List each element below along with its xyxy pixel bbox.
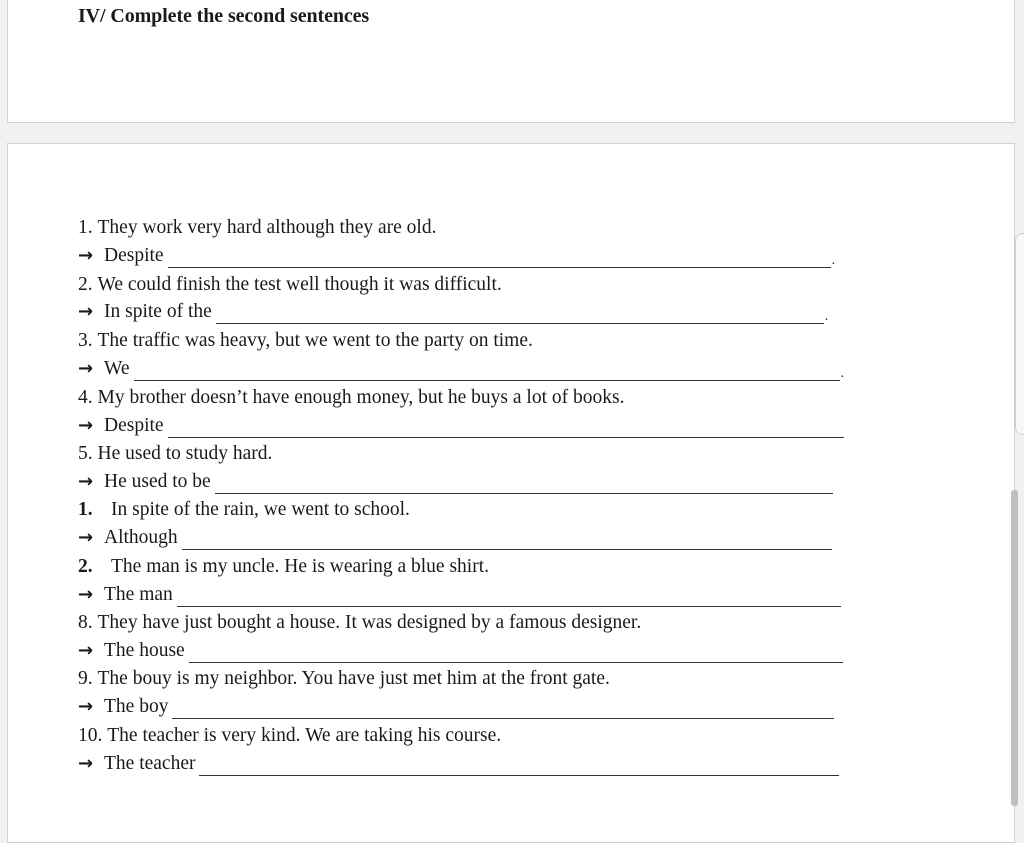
sentence-5 — [78, 442, 272, 466]
side-panel-tab[interactable] — [1015, 233, 1024, 435]
arrow-icon: → — [78, 753, 94, 774]
sentence-6 — [78, 498, 410, 522]
item-number: 9. — [78, 668, 93, 689]
sentence-7 — [78, 555, 489, 579]
item-number: 1. — [78, 499, 93, 520]
item-sentence: The man is my uncle. He is wearing a blue shirt. — [111, 556, 489, 577]
item-number: 4. — [78, 387, 93, 408]
item-sentence: The bouy is my neighbor. You have just met him at the front gate. — [97, 668, 610, 689]
answer-blank[interactable] — [172, 700, 834, 719]
answer-line-3 — [78, 357, 844, 381]
item-number: 5. — [78, 443, 93, 464]
arrow-icon: → — [78, 415, 94, 436]
answer-prompt: The boy — [104, 696, 169, 717]
sentence-2 — [78, 273, 502, 297]
arrow-icon: → — [78, 527, 94, 548]
answer-line-10 — [78, 752, 839, 776]
item-sentence: They have just bought a house. It was designed by a famous designer. — [97, 612, 642, 633]
answer-blank[interactable] — [134, 362, 840, 381]
answer-blank[interactable] — [168, 419, 844, 438]
item-number: 8. — [78, 612, 93, 633]
vertical-scrollbar-thumb[interactable] — [1011, 490, 1018, 806]
exercise-heading: IV/ Complete the second sentences — [78, 5, 370, 27]
answer-prompt: Despite — [104, 415, 164, 436]
answer-blank[interactable] — [189, 644, 843, 663]
answer-line-5 — [78, 470, 833, 494]
period-mark: . — [840, 366, 844, 381]
sentence-10 — [78, 724, 501, 748]
answer-line-9 — [78, 695, 834, 719]
arrow-icon: → — [78, 696, 94, 717]
answer-line-2 — [78, 300, 828, 324]
answer-prompt: The house — [104, 640, 185, 661]
item-sentence: In spite of the rain, we went to school. — [111, 499, 410, 520]
answer-blank[interactable] — [182, 531, 832, 550]
sentence-4 — [78, 386, 624, 410]
period-mark: . — [824, 309, 829, 324]
item-sentence: The teacher is very kind. We are taking his course. — [107, 725, 502, 746]
answer-prompt: He used to be — [104, 471, 211, 492]
answer-line-8 — [78, 639, 843, 663]
answer-blank[interactable] — [177, 588, 841, 607]
answer-prompt: We — [104, 358, 130, 379]
answer-prompt: The teacher — [104, 753, 196, 774]
answer-prompt: Although — [104, 527, 178, 548]
current-page — [7, 143, 1015, 843]
arrow-icon: → — [78, 584, 94, 605]
answer-prompt: Despite — [104, 245, 164, 266]
answer-line-6 — [78, 526, 832, 550]
answer-line-4 — [78, 414, 844, 438]
sentence-9 — [78, 667, 610, 691]
arrow-icon: → — [78, 640, 94, 661]
previous-page — [7, 0, 1015, 123]
answer-blank[interactable] — [215, 475, 833, 494]
item-number: 3. — [78, 330, 93, 351]
answer-prompt: The man — [104, 584, 173, 605]
sentence-3 — [78, 329, 533, 353]
arrow-icon: → — [78, 301, 94, 322]
answer-blank[interactable] — [168, 249, 831, 268]
answer-prompt: In spite of the — [104, 301, 212, 322]
arrow-icon: → — [78, 245, 94, 266]
answer-line-7 — [78, 583, 841, 607]
arrow-icon: → — [78, 358, 94, 379]
sentence-1 — [78, 216, 436, 240]
item-sentence: My brother doesn’t have enough money, but he buys a lot of books. — [97, 387, 625, 408]
answer-blank[interactable] — [199, 757, 839, 776]
item-sentence: He used to study hard. — [97, 443, 273, 464]
arrow-icon: → — [78, 471, 94, 492]
item-number: 1. — [78, 217, 93, 238]
answer-line-1 — [78, 244, 835, 268]
answer-blank[interactable] — [216, 305, 824, 324]
item-sentence: They work very hard although they are old. — [97, 217, 437, 238]
item-sentence: We could finish the test well though it was difficult. — [97, 274, 502, 295]
item-sentence: The traffic was heavy, but we went to the party on time. — [97, 330, 533, 351]
item-number: 10. — [78, 725, 103, 746]
item-number: 2. — [78, 556, 93, 577]
item-number: 2. — [78, 274, 93, 295]
sentence-8 — [78, 611, 641, 635]
period-mark: . — [831, 253, 836, 268]
